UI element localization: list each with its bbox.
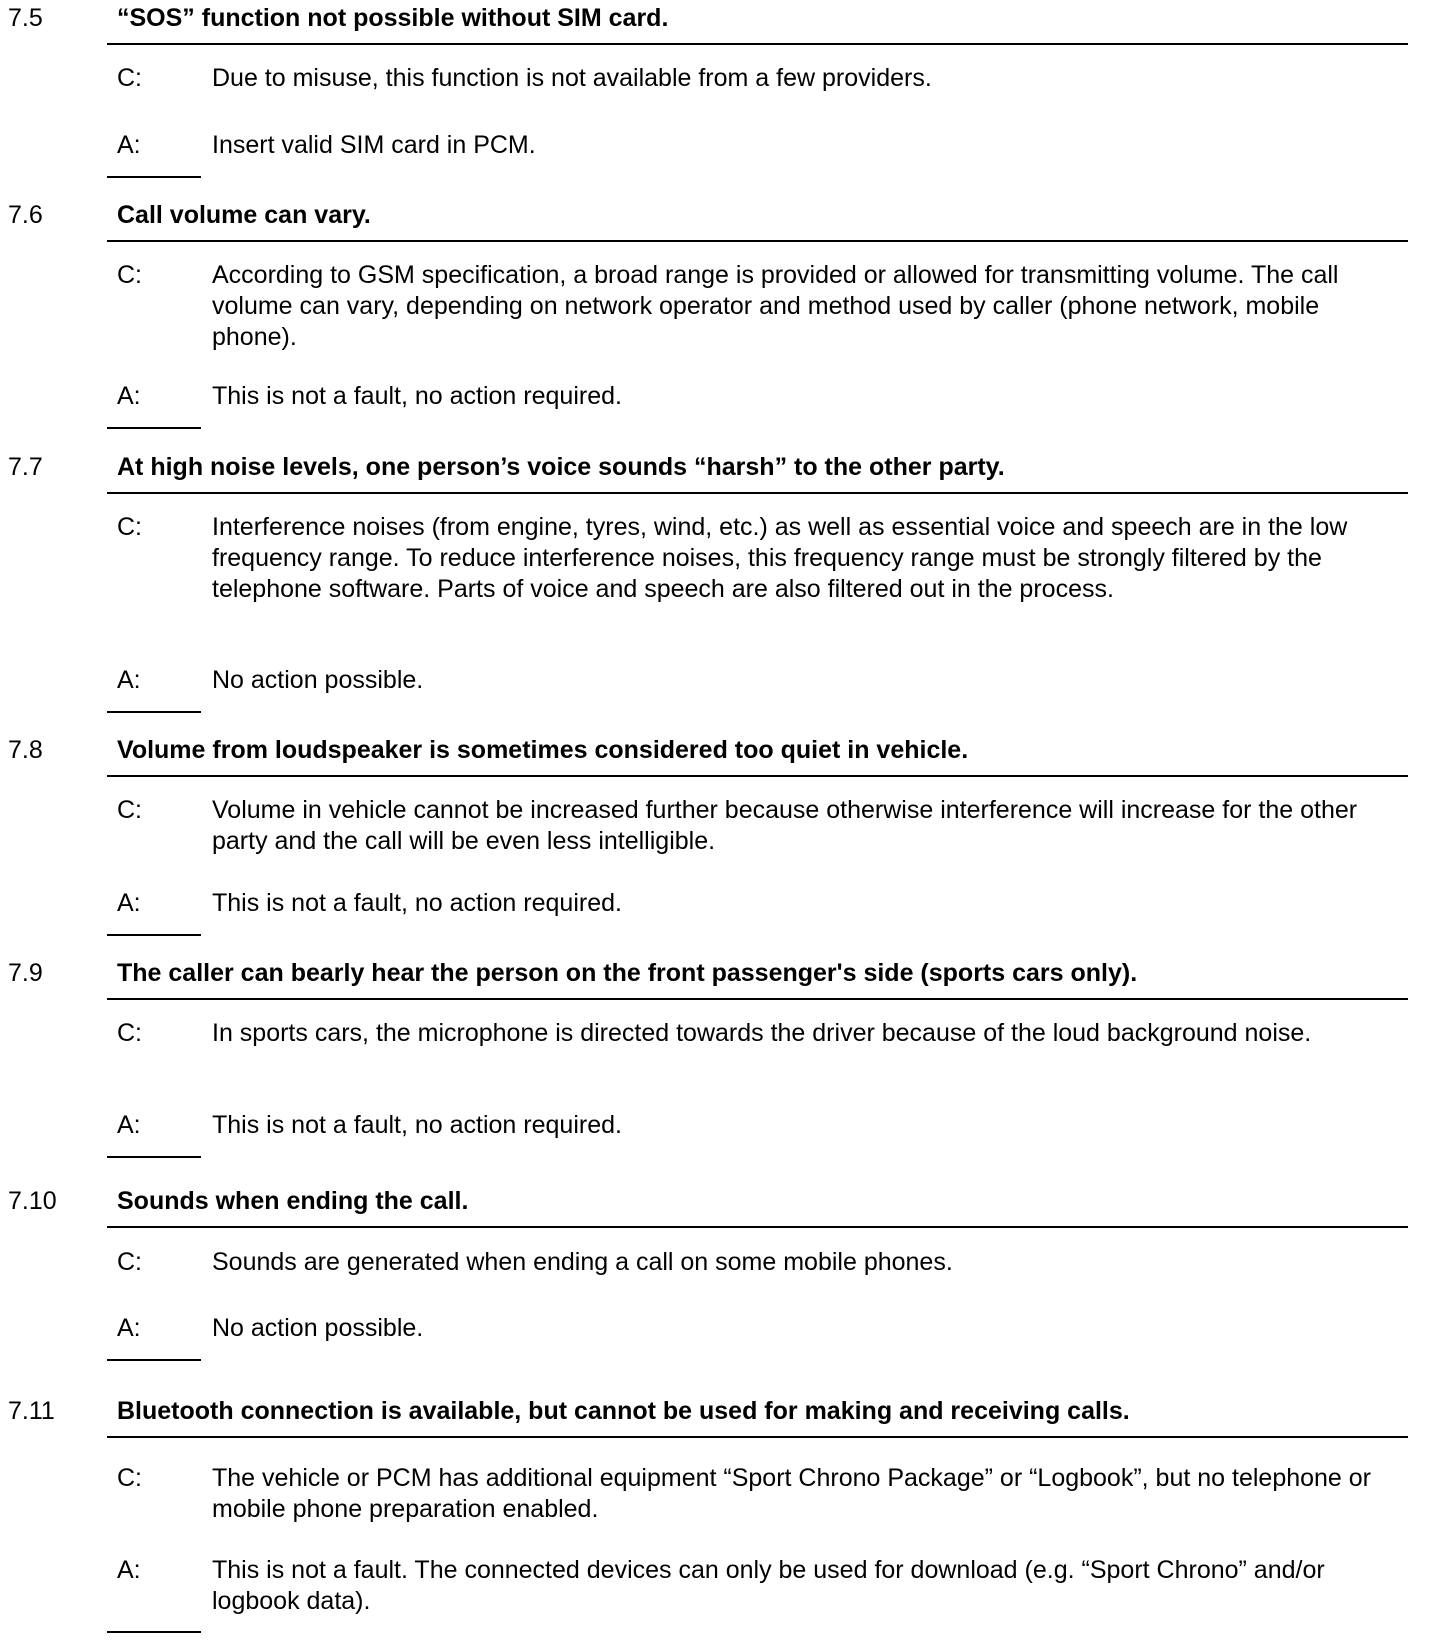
section-number: 7.6 [8, 201, 43, 229]
section-rule [107, 492, 1408, 494]
action-text: No action possible. [212, 1314, 424, 1342]
action-end-rule [107, 1359, 201, 1361]
action-label: A: [117, 382, 141, 410]
section-number: 7.7 [8, 453, 43, 481]
action-text: No action possible. [212, 666, 424, 694]
section-number: 7.5 [8, 4, 43, 32]
section-title: Bluetooth connection is available, but cannot be used for making and receiving calls. [117, 1397, 1130, 1425]
cause-label: C: [117, 1464, 142, 1492]
section-rule [107, 43, 1408, 45]
action-text: Insert valid SIM card in PCM. [212, 131, 536, 159]
action-end-rule [107, 176, 201, 178]
cause-label: C: [117, 513, 142, 541]
cause-text: Volume in vehicle cannot be increased further because otherwise interference will increase for the other party and the call will be even less intelligible. [212, 796, 1358, 855]
section-number: 7.8 [8, 736, 43, 764]
cause-label: C: [117, 1248, 142, 1276]
section-title: Volume from loudspeaker is sometimes considered too quiet in vehicle. [117, 736, 969, 764]
action-text: This is not a fault, no action required. [212, 889, 622, 917]
section-rule [107, 1226, 1408, 1228]
section-title: The caller can bearly hear the person on the front passenger's side (sports cars only). [117, 959, 1138, 987]
section-rule [107, 240, 1408, 242]
section-title: At high noise levels, one person’s voice sounds “harsh” to the other party. [117, 453, 1005, 481]
action-end-rule [107, 1631, 201, 1633]
cause-text: Due to misuse, this function is not available from a few providers. [212, 64, 932, 92]
action-label: A: [117, 666, 141, 694]
cause-text: In sports cars, the microphone is directed towards the driver because of the loud background noise. [212, 1019, 1312, 1047]
section-title: “SOS” function not possible without SIM card. [117, 4, 669, 32]
action-label: A: [117, 1111, 141, 1139]
action-end-rule [107, 1156, 201, 1158]
action-end-rule [107, 934, 201, 936]
section-number: 7.9 [8, 959, 43, 987]
cause-text: The vehicle or PCM has additional equipment “Sport Chrono Package” or “Logbook”, but no telephone or mobile phone preparation enabled. [212, 1464, 1372, 1523]
cause-text: According to GSM specification, a broad range is provided or allowed for transmitting volume. The call volume can vary, depending on network operator and method used by caller (phone network, mobile phone). [212, 261, 1339, 351]
cause-label: C: [117, 1019, 142, 1047]
action-text: This is not a fault. The connected devices can only be used for download (e.g. “Sport Chrono” and/or logbook data). [212, 1556, 1325, 1615]
cause-label: C: [117, 64, 142, 92]
section-number: 7.11 [8, 1397, 55, 1425]
cause-text: Sounds are generated when ending a call on some mobile phones. [212, 1248, 953, 1276]
section-rule [107, 998, 1408, 1000]
action-text: This is not a fault, no action required. [212, 382, 622, 410]
action-label: A: [117, 889, 141, 917]
section-number: 7.10 [8, 1187, 57, 1215]
cause-label: C: [117, 796, 142, 824]
section-rule [107, 1436, 1408, 1438]
action-end-rule [107, 427, 201, 429]
section-title: Sounds when ending the call. [117, 1187, 469, 1215]
section-rule [107, 775, 1408, 777]
action-label: A: [117, 1556, 141, 1584]
action-text: This is not a fault, no action required. [212, 1111, 622, 1139]
action-label: A: [117, 131, 141, 159]
cause-text: Interference noises (from engine, tyres, wind, etc.) as well as essential voice and speech are in the low frequency range. To reduce interference noises, this frequency range must be strongly filtered by the telephone software. Parts of voice and speech are also filtered out in the process. [212, 513, 1348, 603]
action-end-rule [107, 711, 201, 713]
action-label: A: [117, 1314, 141, 1342]
cause-label: C: [117, 261, 142, 289]
section-title: Call volume can vary. [117, 201, 371, 229]
